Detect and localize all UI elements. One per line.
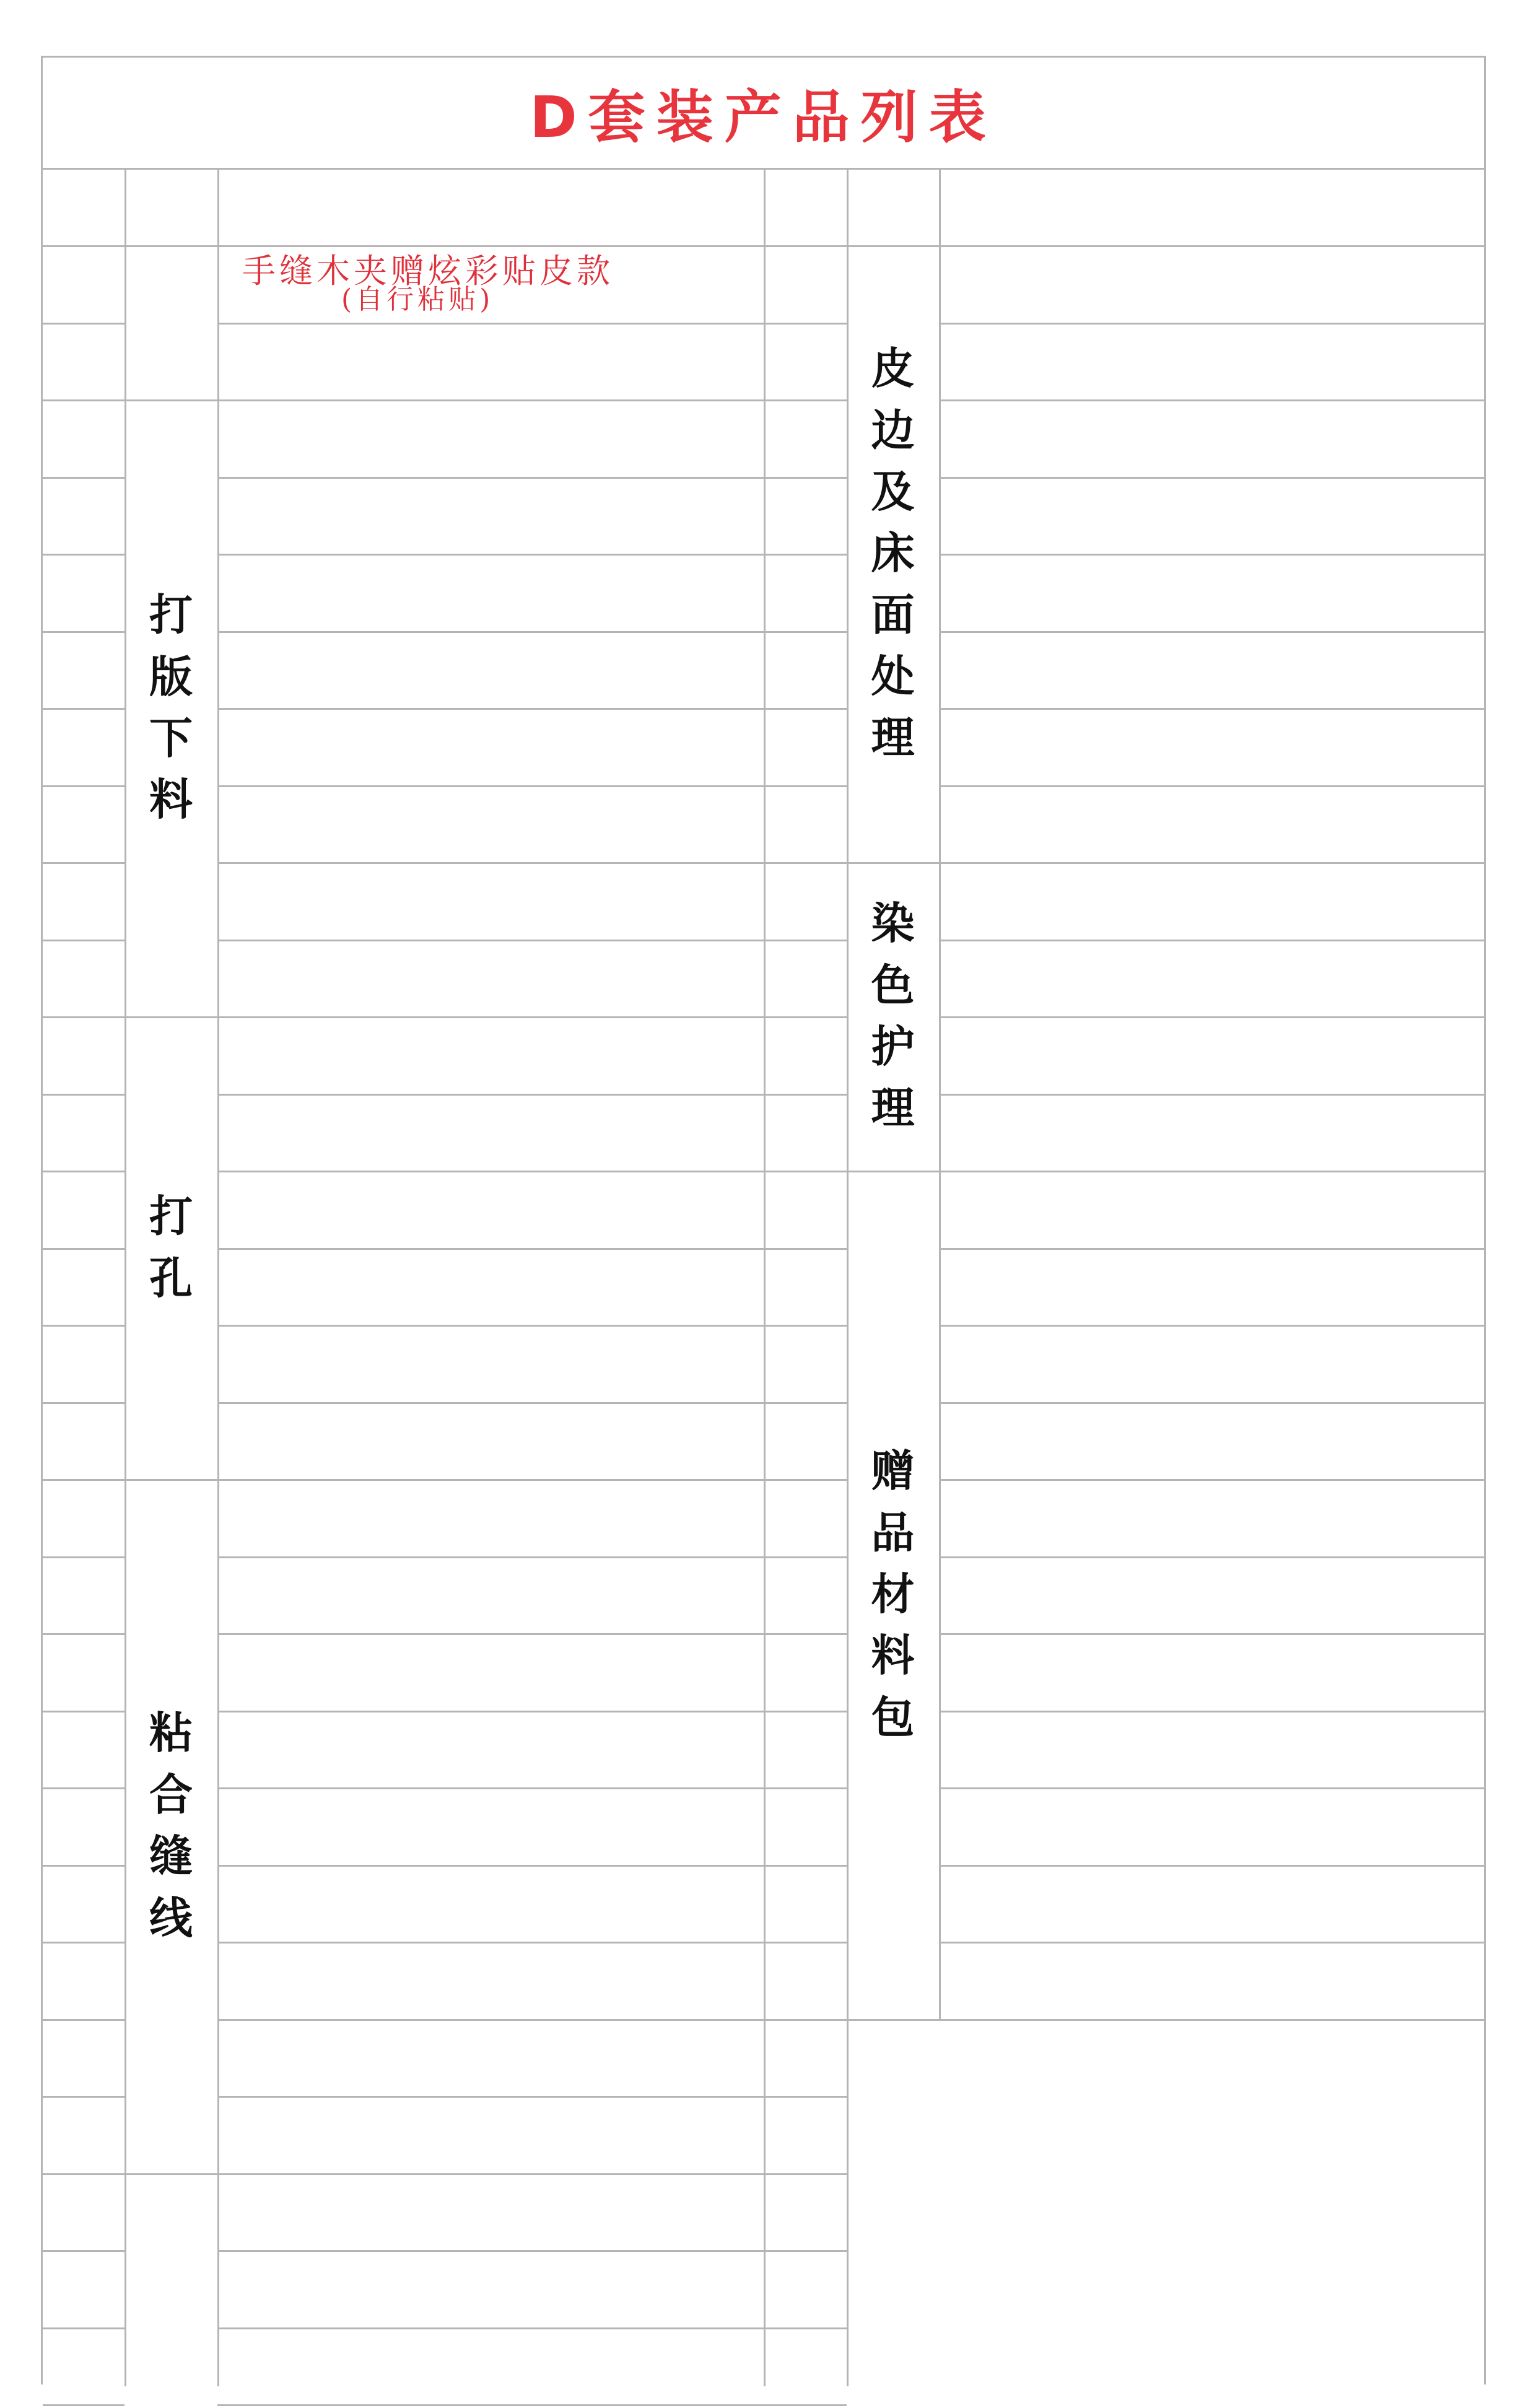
product-name — [953, 708, 1484, 785]
category-char: 处 — [871, 651, 915, 702]
row-number — [764, 631, 847, 709]
product-name — [953, 1556, 1484, 1634]
row-number — [764, 1325, 847, 1402]
row-number — [43, 399, 124, 477]
row-number — [43, 1171, 124, 1248]
category-cutting — [146, 399, 196, 1016]
row-divider — [764, 2404, 847, 2406]
category-char: 皮 — [871, 343, 915, 395]
row-number — [43, 2250, 124, 2327]
category-char: 线 — [149, 1892, 193, 1943]
row-number — [764, 323, 847, 400]
product-name — [242, 477, 764, 554]
product-name — [953, 1711, 1484, 1788]
row-number — [43, 862, 124, 940]
row-number — [43, 477, 124, 554]
row-number — [43, 1942, 124, 2019]
product-name — [953, 1402, 1484, 1480]
product-name — [242, 862, 764, 940]
product-name — [242, 631, 764, 709]
row-number — [43, 1094, 124, 1171]
product-name — [242, 323, 764, 400]
category-char: 色 — [871, 959, 915, 1011]
category-char: 缝 — [149, 1831, 193, 1882]
header-product-name-left — [217, 168, 764, 245]
product-name — [953, 785, 1484, 863]
product-name — [242, 940, 764, 1017]
row-number — [43, 785, 124, 863]
row-number — [764, 245, 847, 323]
row-number — [43, 554, 124, 631]
row-number — [764, 1633, 847, 1711]
row-number — [764, 1942, 847, 2019]
row-divider — [43, 2404, 124, 2406]
category-char: 版 — [149, 651, 193, 702]
row-number — [43, 1016, 124, 1094]
product-name — [242, 2019, 764, 2096]
row-number — [43, 1479, 124, 1556]
category-char: 面 — [871, 589, 915, 640]
category-char: 护 — [871, 1021, 915, 1072]
row-number — [764, 554, 847, 631]
category-char: 及 — [871, 466, 915, 517]
product-name — [242, 2327, 764, 2405]
category-char: 赠 — [871, 1446, 915, 1497]
category-char: 孔 — [149, 1252, 193, 1304]
category-dyeing — [868, 862, 918, 1171]
row-number — [43, 1633, 124, 1711]
product-name — [953, 1479, 1484, 1556]
product-name — [242, 1479, 764, 1556]
row-divider — [764, 2327, 847, 2329]
row-number — [43, 1556, 124, 1634]
product-name — [242, 399, 764, 477]
product-table — [41, 56, 1486, 2384]
product-name — [953, 1016, 1484, 1094]
product-name — [242, 1711, 764, 1788]
product-name — [242, 708, 764, 785]
product-name-sub: (自行粘贴) — [341, 283, 494, 315]
row-number — [43, 245, 124, 323]
row-number — [43, 1865, 124, 1942]
row-number — [764, 1711, 847, 1788]
row-divider — [939, 2019, 1484, 2021]
category-char: 理 — [871, 712, 915, 764]
product-name — [953, 1171, 1484, 1248]
row-number — [43, 708, 124, 785]
product-name — [242, 1248, 764, 1325]
category-gluing — [146, 1479, 196, 2173]
category-char: 染 — [871, 898, 915, 949]
product-name — [953, 323, 1484, 400]
product-name — [953, 245, 1484, 323]
product-name — [953, 1094, 1484, 1171]
product-name-main: 手缝木夹赠炫彩贴皮款 — [242, 251, 614, 290]
row-number — [764, 399, 847, 477]
row-number — [764, 477, 847, 554]
row-number — [764, 708, 847, 785]
row-number — [764, 1787, 847, 1865]
row-number — [764, 1556, 847, 1634]
row-divider — [217, 2404, 764, 2406]
category-char: 打 — [149, 590, 193, 641]
row-number — [764, 862, 847, 940]
product-name — [242, 2173, 764, 2251]
row-number — [43, 2327, 124, 2405]
row-number — [43, 940, 124, 1017]
row-number — [43, 1325, 124, 1402]
product-name — [953, 1942, 1484, 2019]
row-number — [764, 1171, 847, 1248]
row-number — [764, 785, 847, 863]
page-title: D套装产品列表 — [43, 58, 1484, 170]
product-name — [953, 631, 1484, 709]
product-name — [953, 1865, 1484, 1942]
row-divider — [847, 2019, 939, 2021]
row-number — [764, 1865, 847, 1942]
product-name — [953, 1248, 1484, 1325]
category-char: 料 — [871, 1630, 915, 1682]
product-name — [242, 785, 764, 863]
row-number — [764, 1248, 847, 1325]
product-name — [242, 1402, 764, 1480]
product-name — [953, 399, 1484, 477]
row-divider — [124, 2173, 217, 2175]
row-divider — [764, 2096, 847, 2098]
product-name — [953, 1633, 1484, 1711]
category-five-metal — [146, 2334, 196, 2408]
row-number — [43, 2173, 124, 2251]
row-number — [764, 1016, 847, 1094]
row-number — [764, 1402, 847, 1480]
row-divider — [764, 2173, 847, 2175]
row-number — [43, 2019, 124, 2096]
category-gift — [868, 1171, 918, 2019]
row-number — [43, 323, 124, 400]
category-char: 料 — [149, 774, 193, 826]
product-name — [242, 1016, 764, 1094]
category-char: 粘 — [149, 1708, 193, 1759]
product-name — [953, 940, 1484, 1017]
column-divider — [217, 168, 219, 2386]
row-number — [43, 1248, 124, 1325]
category-punching — [146, 1016, 196, 1479]
category-char: 理 — [871, 1083, 915, 1134]
category-char: 包 — [871, 1691, 915, 1743]
row-number — [43, 1787, 124, 1865]
product-name — [242, 1556, 764, 1634]
product-name — [242, 1787, 764, 1865]
category-char: 材 — [871, 1569, 915, 1620]
product-name — [953, 862, 1484, 940]
row-divider — [764, 2019, 847, 2021]
product-name — [953, 1325, 1484, 1402]
row-number — [764, 940, 847, 1017]
category-char: 合 — [149, 1769, 193, 1820]
row-number — [764, 1479, 847, 1556]
header-product-name-right — [939, 168, 1484, 245]
product-name — [242, 1094, 764, 1171]
product-name — [242, 1325, 764, 1402]
category-char: 打 — [149, 1191, 193, 1242]
row-divider — [764, 2250, 847, 2252]
product-name — [242, 245, 764, 323]
category-char: 床 — [871, 528, 915, 579]
row-number — [43, 631, 124, 709]
product-name — [242, 1942, 764, 2019]
product-name — [953, 554, 1484, 631]
category-char: 边 — [871, 404, 915, 456]
product-name — [953, 1787, 1484, 1865]
product-name — [242, 2096, 764, 2173]
row-number — [43, 1402, 124, 1480]
row-number — [43, 1711, 124, 1788]
column-divider — [939, 168, 941, 2019]
category-char: 下 — [149, 713, 193, 764]
product-name — [242, 1171, 764, 1248]
product-name — [242, 1865, 764, 1942]
category-char: 品 — [871, 1507, 915, 1558]
column-divider — [764, 168, 766, 2386]
product-name — [242, 1633, 764, 1711]
product-name — [953, 477, 1484, 554]
row-number — [43, 2096, 124, 2173]
product-name — [242, 2250, 764, 2327]
column-divider — [124, 168, 126, 2386]
category-edge — [868, 245, 918, 862]
column-divider — [847, 168, 849, 2386]
product-name — [242, 554, 764, 631]
row-number — [764, 1094, 847, 1171]
